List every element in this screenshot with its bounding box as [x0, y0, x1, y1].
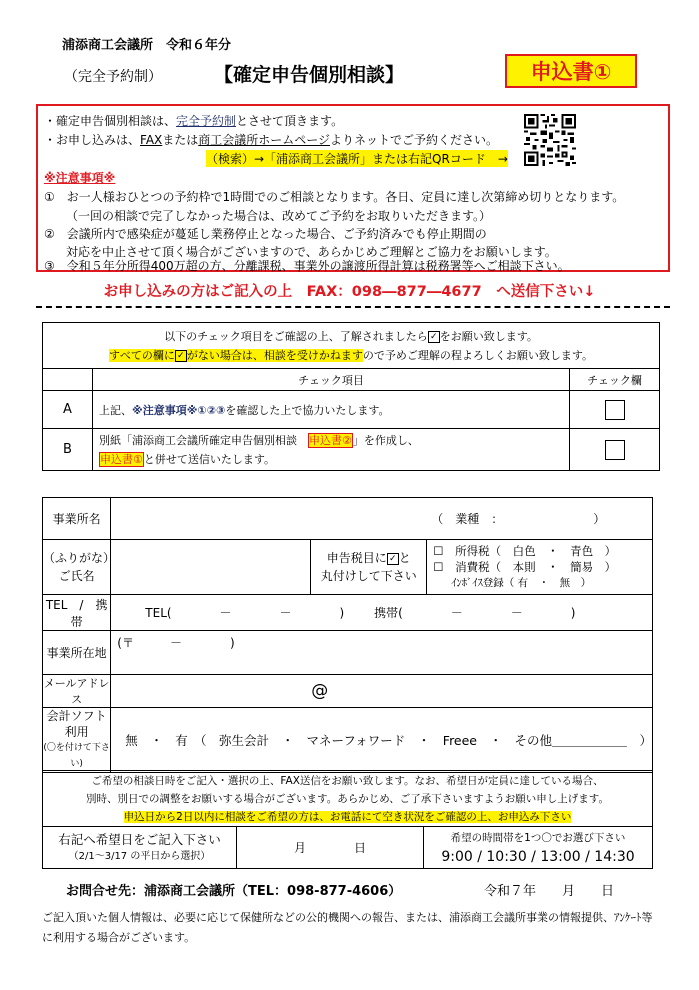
time-select: 希望の時間帯を1つ〇でお選び下さい 9:00 / 10:30 / 13:00 / 14:30: [424, 827, 653, 869]
column-header-check: チェック欄: [570, 369, 660, 391]
tax-options[interactable]: [427, 540, 653, 595]
email-label: メールアドレス: [43, 675, 111, 708]
name-label-text: ご氏名: [58, 569, 95, 583]
page-title: 【確定申告個別相談】: [214, 64, 405, 86]
contact-info: お問合せ先：浦添商工会議所（TEL：098-877-4606）: [66, 884, 402, 899]
check-intro: [43, 323, 660, 369]
invoice-option[interactable]: ｲﾝﾎﾞｲｽ登録（ 有 ・ 無 ）: [451, 577, 592, 589]
date-field[interactable]: 月 日: [237, 827, 424, 869]
row-label: A: [43, 391, 93, 429]
check-row-a: [43, 391, 660, 429]
form-number-badge: 申込書①: [505, 54, 637, 88]
caution-item-2-note: 対応を中止させて頂く場合がございますので、あらかじめご理解とご協力をお願いします。: [66, 245, 557, 259]
intro-text: 以下のチェック項目をご確認の上、了解されましたら: [164, 329, 428, 343]
reserve-note: （完全予約制）: [64, 69, 162, 85]
notice-text: ・お申し込みは、: [44, 133, 141, 147]
notice-text: よりネットでご予約ください。: [330, 133, 499, 147]
industry-field[interactable]: （ 業種 ： ）: [431, 512, 606, 526]
tel-fields: [111, 595, 653, 631]
org-header: 浦添商工会議所 令和６年分: [62, 38, 232, 53]
tel-label: TEL / 携帯: [43, 595, 111, 631]
office-label: 事業所名: [43, 498, 111, 540]
date-label: 右記へ希望日をご記入下さい （2/1～3/17 の平日から選択）: [43, 827, 237, 869]
consumption-tax-option[interactable]: ☐ 消費税（ 本則 ・ 簡易 ）: [433, 560, 617, 574]
privacy-notice: ご記入頂いた個人情報は、必要に応じて保健所などの公的機関への報告、または、浦添商工会議所事業の情報提供、ｱﾝｹｰﾄ等に利用する場合がございます。: [42, 911, 653, 944]
row-text: 上記、※注意事項※①②③を確認した上で協力いたします。: [93, 391, 570, 429]
checkmark-icon: ✓: [387, 553, 399, 565]
income-tax-option[interactable]: ☐ 所得税（ 白色 ・ 青色 ）: [433, 544, 617, 558]
row-label: B: [43, 429, 93, 471]
software-label: 会計ソフト利用 (〇を付けて下さい): [43, 708, 111, 773]
check-row-b: [43, 429, 660, 471]
check-cell: [570, 429, 660, 471]
column-header-item: チェック項目: [93, 369, 570, 391]
tax-check-label: 申告税目に ✓ と 丸付けして下さい: [311, 540, 427, 595]
consult-date-table: [42, 770, 653, 869]
notice-line-1: [44, 112, 343, 129]
caution-item-3: ③ 令和５年分所得400万超の方、分離課税、事業外の譲渡所得計算は税務署等へご相談下さい。: [44, 259, 570, 273]
applicant-info-table: [42, 497, 653, 773]
consult-intro: ご希望の相談日時をご記入・選択の上、FAX送信をお願い致します。なお、希望日が定員に達している場合、 別時、別日での調整をお願いする場合がございます。あらかじめ、ご了承下さいますようお願い申し上げます。 申込日から2日以内に相談をご希望の方は、お電話にて空き状況をご確認の上、お申込み下さい: [43, 771, 653, 827]
software-note: (〇を付けて下さい): [43, 743, 110, 769]
notice-text: または: [162, 133, 199, 147]
name-field[interactable]: [111, 540, 311, 595]
address-label: 事業所在地: [43, 631, 111, 675]
notice-text: とさせて頂きます。: [236, 114, 344, 128]
row-text: 別紙「浦添商工会議所確定申告個別相談 申込書②」を作成し、 申込書①と併せて送信いたします。: [93, 429, 570, 471]
application-date[interactable]: 令和７年 月 日: [484, 884, 615, 899]
search-guide: （検索）→「浦添商工会議所」または右記QRコード →: [206, 152, 508, 166]
caution-title: ※注意事項※: [44, 171, 116, 185]
time-slot-options[interactable]: 9:00 / 10:30 / 13:00 / 14:30: [441, 848, 635, 865]
address-field[interactable]: [111, 631, 653, 675]
fax-instruction: お申し込みの方はご記入の上 FAX：098―877―4677 へ送信下さい↓: [103, 284, 596, 300]
office-name-field[interactable]: [111, 498, 653, 540]
checkbox-a[interactable]: [605, 400, 625, 420]
software-options[interactable]: 無 ・ 有 （ 弥生会計 ・ マネーフォワード ・ Freee ・ その他＿＿＿＿＿＿ ）: [111, 708, 653, 773]
intro-text: ので予めご理解の程よろしくお願い致します。: [362, 348, 593, 362]
checkmark-icon: ✓: [175, 350, 187, 362]
at-sign: @: [311, 681, 329, 701]
intro-warning: すべての欄に: [109, 348, 175, 362]
check-cell: [570, 391, 660, 429]
intro-warning: がない場合は、相談を受けかねます: [186, 348, 363, 362]
name-label: [43, 540, 116, 595]
full-reservation-text: 完全予約制: [176, 114, 237, 128]
checkbox-b[interactable]: [605, 440, 625, 460]
qr-code-icon[interactable]: [524, 114, 576, 166]
homepage-link[interactable]: 商工会議所ホームページ: [198, 133, 331, 147]
notice-box: [36, 104, 670, 272]
urgent-note: 申込日から2日以内に相談をご希望の方は、お電話にて空き状況をご確認の上、お申込み下さい: [123, 810, 572, 823]
intro-text: をお願い致します。: [439, 329, 538, 343]
caution-item-2: ② 会議所内で感染症が蔓延し業務停止となった場合、ご予約済みでも停止期間の: [44, 227, 487, 241]
tel-field[interactable]: TEL( － － ): [145, 606, 345, 620]
email-field[interactable]: [111, 675, 653, 708]
fax-text: FAX: [140, 133, 163, 147]
date-range-note: （2/1～3/17 の平日から選択）: [68, 850, 211, 862]
check-table: [42, 322, 660, 471]
caution-item-1-note: （一回の相談で完了しなかった場合は、改めてご予約をお取りいただきます。）: [66, 209, 492, 223]
notice-line-2: [44, 131, 498, 148]
mobile-field[interactable]: 携帯( － － ): [374, 606, 576, 620]
cut-line-divider: [36, 306, 670, 308]
notice-text: ・確定申告個別相談は、: [44, 114, 177, 128]
caution-item-1: ① お一人様おひとつの予約枠で1時間でのご相談となります。各日、定員に達し次第締め切りとなります。: [44, 190, 625, 204]
furigana-label: （ふりがな）: [43, 551, 116, 565]
postal-code-field[interactable]: (〒 － ): [117, 636, 235, 650]
checkmark-icon: ✓: [428, 331, 440, 343]
